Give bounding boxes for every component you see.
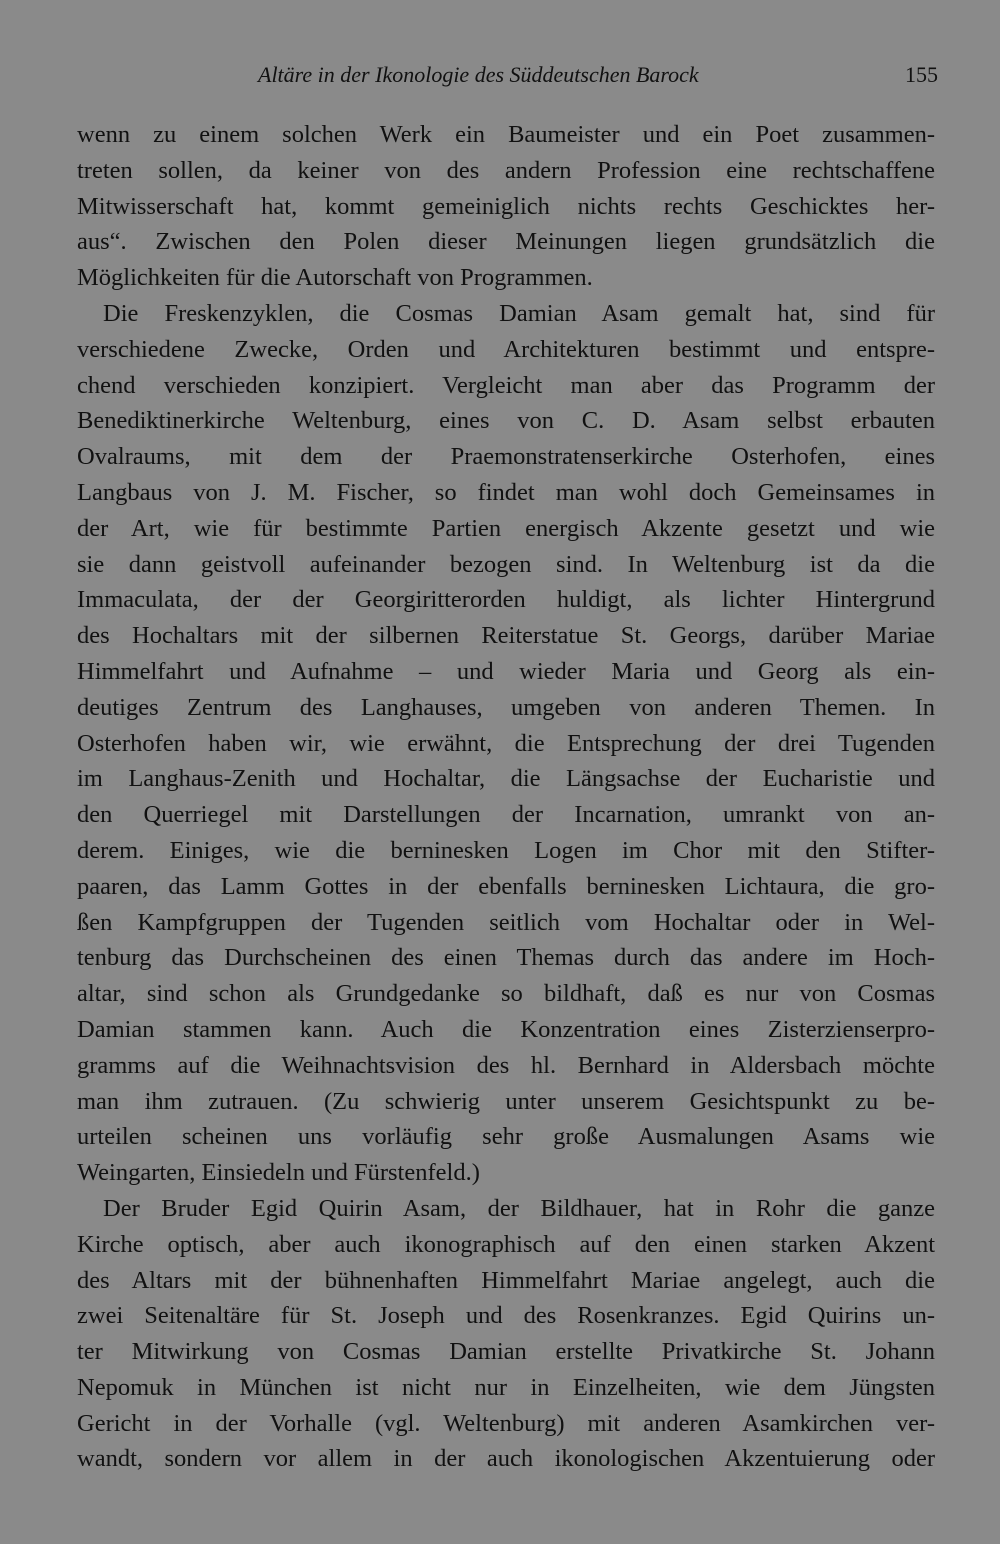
text-line: den Querriegel mit Darstellungen der Incarnation, umrankt von an- — [77, 801, 935, 829]
text-line: zwei Seitenaltäre für St. Joseph und des Rosenkranzes. Egid Quirins un- — [77, 1302, 935, 1330]
text-line: gramms auf die Weihnachtsvision des hl. Bernhard in Aldersbach möchte — [77, 1051, 935, 1079]
text-line: Möglichkeiten für die Autorschaft von Programmen. — [77, 264, 593, 292]
text-line: Mitwisserschaft hat, kommt gemeiniglich nichts rechts Geschicktes her- — [77, 192, 935, 220]
text-line: Nepomuk in München ist nicht nur in Einzelheiten, wie dem Jüngsten — [77, 1373, 935, 1401]
text-line: altar, sind schon als Grundgedanke so bildhaft, daß es nur von Cosmas — [77, 980, 935, 1008]
text-line: Weingarten, Einsiedeln und Fürstenfeld.) — [77, 1159, 480, 1187]
running-title: Altäre in der Ikonologie des Süddeutschen Barock — [258, 62, 699, 87]
text-line: sie dann geistvoll aufeinander bezogen sind. In Weltenburg ist da die — [77, 550, 935, 578]
text-line: ter Mitwirkung von Cosmas Damian erstellte Privatkirche St. Johann — [77, 1338, 935, 1366]
text-line: paaren, das Lamm Gottes in der ebenfalls berninesken Lichtaura, die gro- — [77, 872, 935, 900]
text-line: wandt, sondern vor allem in der auch ikonologischen Akzentuierung oder — [77, 1445, 935, 1473]
text-line: ßen Kampfgruppen der Tugenden seitlich vom Hochaltar oder in Wel- — [77, 908, 935, 936]
running-head — [0, 62, 1000, 92]
text-line: wenn zu einem solchen Werk ein Baumeister und ein Poet zusammen- — [77, 121, 935, 148]
text-line: aus“. Zwischen den Polen dieser Meinungen liegen grundsätzlich die — [77, 228, 935, 256]
text-line: urteilen scheinen uns vorläufig sehr große Ausmalungen Asams wie — [77, 1123, 935, 1151]
paragraph-start-line: Der Bruder Egid Quirin Asam, der Bildhauer, hat in Rohr die ganze — [103, 1194, 935, 1222]
text-line: der Art, wie für bestimmte Partien energisch Akzente gesetzt und wie — [77, 514, 935, 542]
text-line: Kirche optisch, aber auch ikonographisch auf den einen starken Akzent — [77, 1230, 935, 1258]
text-line: Damian stammen kann. Auch die Konzentration eines Zisterzienserpro- — [77, 1015, 935, 1043]
text-line: chend verschieden konzipiert. Vergleicht man aber das Programm der — [77, 371, 935, 399]
text-line: Langbaus von J. M. Fischer, so findet man wohl doch Gemeinsames in — [77, 478, 935, 506]
text-line: Osterhofen haben wir, wie erwähnt, die Entsprechung der drei Tugenden — [77, 729, 935, 757]
text-line: des Altars mit der bühnenhaften Himmelfahrt Mariae angelegt, auch die — [77, 1266, 935, 1294]
text-line: Immaculata, der der Georgiritterorden huldigt, als lichter Hintergrund — [77, 586, 935, 614]
body-text — [77, 117, 935, 1477]
text-line: man ihm zutrauen. (Zu schwierig unter unserem Gesichtspunkt zu be- — [77, 1087, 935, 1115]
text-line: im Langhaus-Zenith und Hochaltar, die Längsachse der Eucharistie und — [77, 765, 935, 793]
text-line: Gericht in der Vorhalle (vgl. Weltenburg) mit anderen Asamkirchen ver- — [77, 1409, 935, 1437]
text-line: derem. Einiges, wie die berninesken Logen im Chor mit den Stifter- — [77, 836, 935, 864]
text-line: Benediktinerkirche Weltenburg, eines von C. D. Asam selbst erbauten — [77, 407, 935, 435]
text-line: Himmelfahrt und Aufnahme – und wieder Maria und Georg als ein- — [77, 657, 935, 685]
text-line: des Hochaltars mit der silbernen Reiterstatue St. Georgs, darüber Mariae — [77, 622, 935, 650]
paragraph-start-line: Die Freskenzyklen, die Cosmas Damian Asam gemalt hat, sind für — [103, 299, 935, 327]
text-line: tenburg das Durchscheinen des einen Themas durch das andere im Hoch- — [77, 944, 935, 972]
page-number: 155 — [905, 62, 938, 87]
text-line: treten sollen, da keiner von des andern Profession eine rechtschaffene — [77, 156, 935, 184]
text-line: verschiedene Zwecke, Orden und Architekturen bestimmt und entspre- — [77, 335, 935, 363]
text-line: Ovalraums, mit dem der Praemonstratenserkirche Osterhofen, eines — [77, 443, 935, 471]
text-line: deutiges Zentrum des Langhauses, umgeben von anderen Themen. In — [77, 693, 935, 721]
